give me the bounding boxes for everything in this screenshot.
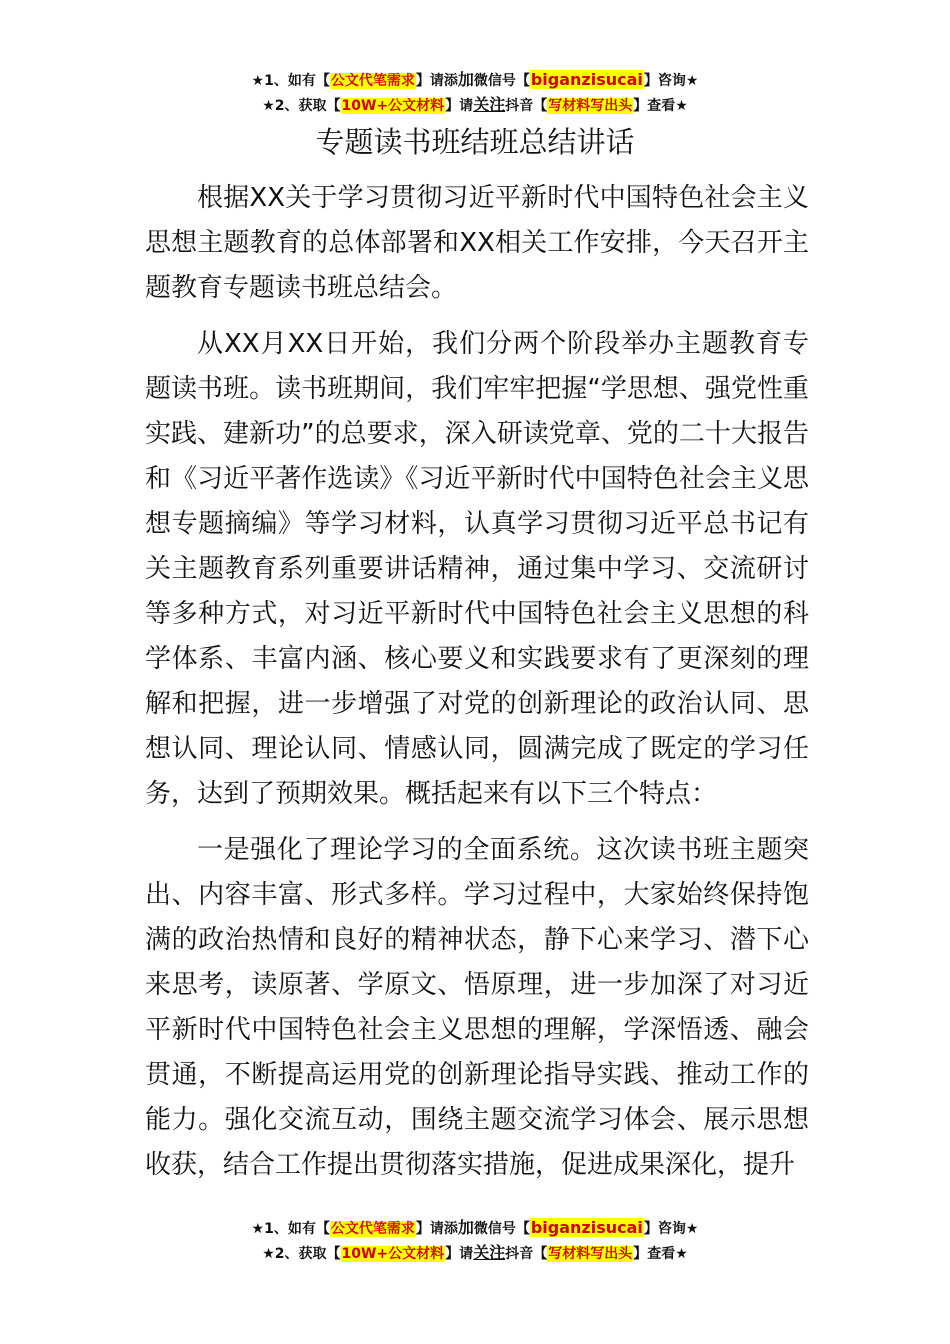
highlight-materials: 10W+公文材料: [341, 98, 445, 114]
banner-text: 】请添: [415, 1221, 458, 1237]
banner-text-follow: 关注: [473, 1243, 506, 1262]
banner-text: 】咨询: [643, 1221, 686, 1237]
highlight-materials: 10W+公文材料: [341, 1246, 445, 1262]
banner-text: 1、如有【: [264, 73, 330, 89]
bottom-banner: [0, 1216, 950, 1266]
banner-text: 】请添: [415, 73, 458, 89]
banner-text: 抖音【: [505, 98, 548, 114]
banner-text: 】请: [445, 98, 474, 114]
star-icon: ★: [251, 73, 265, 89]
banner-text-add: 加: [457, 1218, 474, 1237]
banner-line-1: [0, 1216, 950, 1241]
star-icon: ★: [685, 1221, 699, 1237]
highlight-service: 公文代笔需求: [330, 73, 415, 89]
banner-text: 】查看: [633, 98, 676, 114]
highlight-wechat-id: biganzisucai: [530, 1218, 643, 1237]
banner-text: 微信号【: [473, 1221, 530, 1237]
paragraph-3: 一是强化了理论学习的全面系统。这次读书班主题突出、内容丰富、形式多样。学习过程中，大家始终保持饱满的政治热情和良好的精神状态，静下心来学习、潜下心来思考，读原著、学原文、悟原理，进一步加深了对习近平新时代中国特色社会主义思想的理解，学深悟透、融会贯通，不断提高运用党的创新理论指导实践、推动工作的能力。强化交流互动，围绕主题交流学习体会、展示思想收获，结合工作提出贯彻落实措施，促进成果深化，提升: [145, 835, 809, 1180]
banner-text: 2、获取【: [274, 1246, 341, 1262]
banner-text: 】咨询: [643, 73, 686, 89]
paragraph-1: 根据XX关于学习贯彻习近平新时代中国特色社会主义思想主题教育的总体部署和XX相关工作安排，今天召开主题教育专题读书班总结会。: [145, 183, 809, 303]
banner-text-add: 加: [457, 70, 474, 89]
banner-text-follow: 关注: [473, 95, 506, 114]
banner-text: 微信号【: [473, 73, 530, 89]
star-icon: ★: [251, 1221, 265, 1237]
highlight-douyin: 写材料写出头: [548, 98, 633, 114]
highlight-wechat-id: biganzisucai: [530, 70, 643, 89]
top-banner: [0, 68, 950, 118]
star-icon: ★: [675, 98, 688, 114]
banner-text: 】请: [445, 1246, 474, 1262]
star-icon: ★: [685, 73, 699, 89]
highlight-douyin: 写材料写出头: [548, 1246, 633, 1262]
document-title: 专题读书班结班总结讲话: [315, 125, 635, 159]
document-body: [145, 176, 809, 1199]
banner-text: 抖音【: [505, 1246, 548, 1262]
star-icon: ★: [675, 1246, 688, 1262]
paragraph-2: 从XX月XX日开始，我们分两个阶段举办主题教育专题读书班。读书班期间，我们牢牢把握“学思想、强党性重实践、建新功”的总要求，深入研读党章、党的二十大报告和《习近平著作选读》《习近平新时代中国特色社会主义思想专题摘编》等学习材料，认真学习贯彻习近平总书记有关主题教育系列重要讲话精神，通过集中学习、交流研讨等多种方式，对习近平新时代中国特色社会主义思想的科学体系、丰富内涵、核心要义和实践要求有了更深刻的理解和把握，进一步增强了对党的创新理论的政治认同、思想认同、理论认同、情感认同，圆满完成了既定的学习任务，达到了预期效果。概括起来有以下三个特点：: [145, 329, 809, 809]
banner-line-1: [0, 68, 950, 93]
banner-line-2: [0, 93, 950, 118]
banner-text: 1、如有【: [264, 1221, 330, 1237]
highlight-service: 公文代笔需求: [330, 1221, 415, 1237]
banner-line-2: [0, 1241, 950, 1266]
banner-text: 】查看: [633, 1246, 676, 1262]
star-icon: ★: [262, 1246, 275, 1262]
star-icon: ★: [262, 98, 275, 114]
banner-text: 2、获取【: [274, 98, 341, 114]
